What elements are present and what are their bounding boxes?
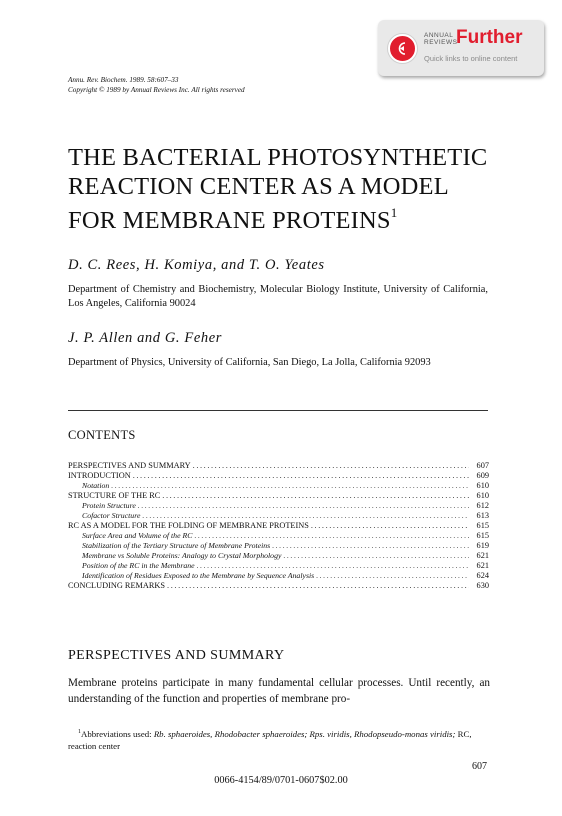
play-icon	[388, 34, 417, 63]
toc-subentry[interactable]: Position of the RC in the Membrane ..... 621	[68, 561, 489, 571]
toc-entry[interactable]: INTRODUCTION ..... 609	[68, 471, 489, 481]
journal-citation: Annu. Rev. Biochem. 1989. 58:607–33	[68, 76, 179, 84]
title-line: FOR MEMBRANE PROTEINS$^1$	[68, 205, 398, 235]
toc-subentry[interactable]: Membrane vs Soluble Proteins: Analogy to Crystal Morphology ..... 621	[68, 551, 489, 561]
toc-entry[interactable]: CONCLUDING REMARKS ..... 630	[68, 581, 489, 591]
author-names: D. C. Rees, H. Komiya, and T. O. Yeates	[68, 257, 325, 273]
author-affiliation: Department of Chemistry and Biochemistry, Molecular Biology Institute, University of California, Los Angeles, California 90024	[68, 284, 488, 309]
journal-copyright: Copyright © 1989 by Annual Reviews Inc. All rights reserved	[68, 85, 245, 94]
toc-subentry[interactable]: Protein Structure ..... 612	[68, 501, 489, 511]
toc-subentry[interactable]: Identification of Residues Exposed to the Membrane by Sequence Analysis ..... 624	[68, 571, 489, 581]
divider	[68, 410, 488, 411]
further-banner[interactable]	[378, 20, 544, 76]
title-footnote-marker[interactable]: 1	[390, 205, 398, 220]
toc-entry[interactable]: RC AS A MODEL FOR THE FOLDING OF MEMBRANE PROTEINS ..... 615	[68, 521, 489, 531]
title-line: REACTION CENTER AS A MODEL	[68, 172, 449, 200]
author-names: J. P. Allen and G. Feher	[68, 330, 223, 346]
price-code: 0066-4154/89/0701-0607$02.00	[214, 775, 348, 786]
banner-subtitle: Quick links to online content	[424, 54, 518, 63]
footnote: $^1$Abbreviations used: Rb. sphaeroides, Rhodobacter sphaeroides; Rps. viridis, Rhodopseudo-monas viridis; RC, reaction center	[68, 728, 472, 751]
banner-annual-label: ANNUAL	[424, 32, 454, 39]
banner-publisher	[424, 32, 457, 46]
page-number: 607	[472, 761, 487, 772]
banner-further-label: Further	[456, 27, 523, 48]
section-heading: PERSPECTIVES AND SUMMARY	[68, 648, 285, 663]
author-affiliation: Department of Physics, University of California, San Diego, La Jolla, California 92093	[68, 357, 431, 368]
banner-reviews-label: REVIEWS	[424, 39, 458, 46]
toc-subentry[interactable]: Notation ..... 610	[68, 481, 489, 491]
toc-subentry[interactable]: Stabilization of the Tertiary Structure of Membrane Proteins ..... 619	[68, 541, 489, 551]
table-of-contents	[68, 461, 489, 591]
contents-heading: CONTENTS	[68, 428, 136, 442]
journal-citation-block	[68, 76, 245, 95]
toc-subentry[interactable]: Surface Area and Volume of the RC ..... 615	[68, 531, 489, 541]
footnote-marker: 1	[78, 729, 81, 735]
body-paragraph: Membrane proteins participate in many fundamental cellular processes. Until recently, an understanding of the function and properties of membrane pro-	[68, 677, 490, 705]
title-line: THE BACTERIAL PHOTOSYNTHETIC	[68, 144, 488, 171]
article-title	[68, 144, 528, 236]
toc-subentry[interactable]: Cofactor Structure ..... 613	[68, 511, 489, 521]
footnote-abbreviations: Rb. sphaeroides, Rhodobacter sphaeroides; Rps. viridis, Rhodopseudo-monas viridis;	[153, 728, 456, 739]
toc-entry[interactable]: STRUCTURE OF THE RC ..... 610	[68, 491, 489, 501]
toc-entry[interactable]: PERSPECTIVES AND SUMMARY ..... 607	[68, 461, 489, 471]
